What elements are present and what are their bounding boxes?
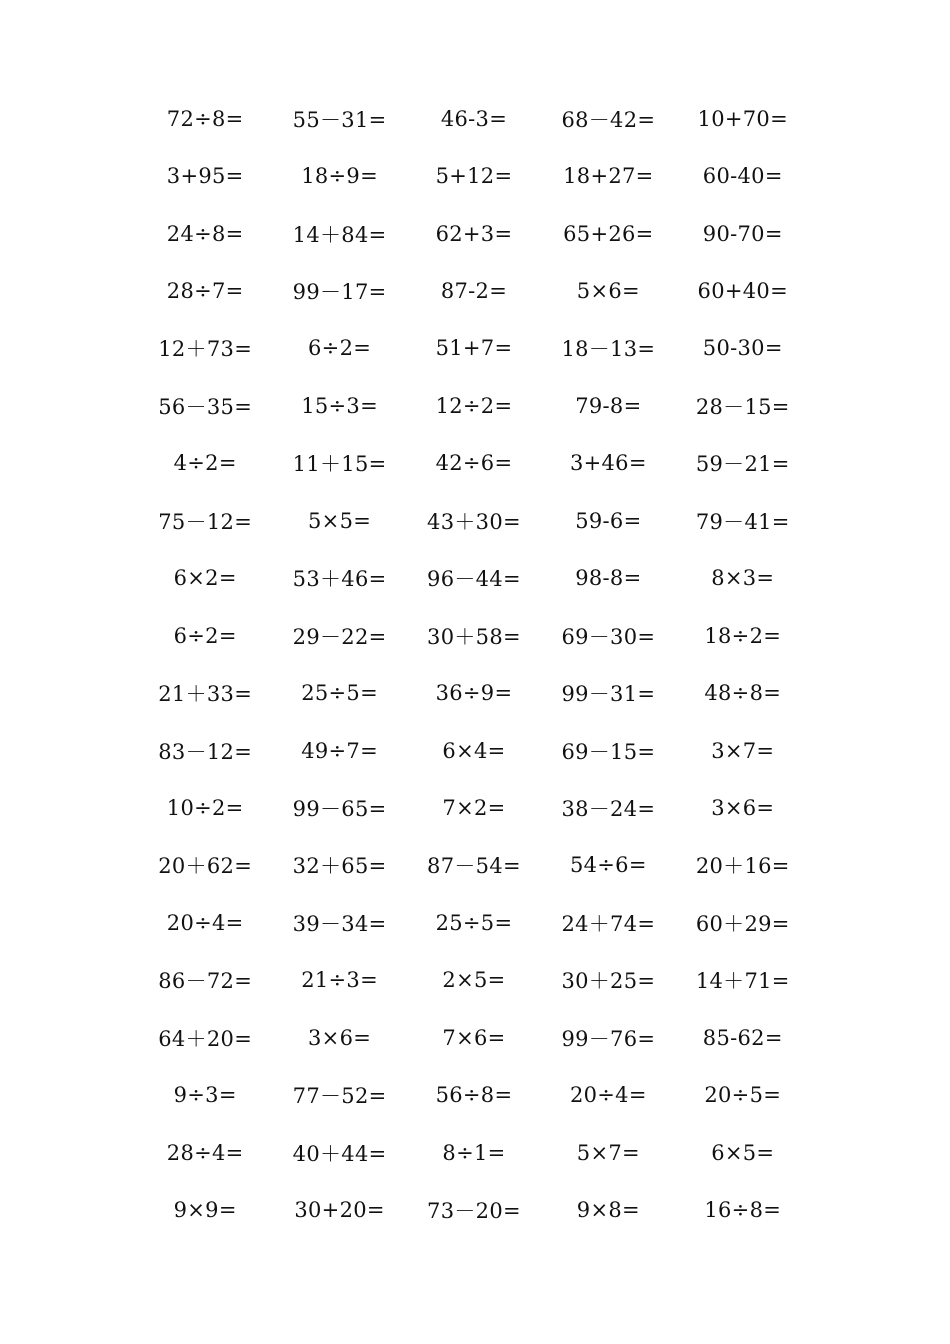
arithmetic-problem: 7×2= [442,795,506,820]
arithmetic-problem: 20÷5= [704,1083,782,1108]
arithmetic-problem: 65+26= [563,221,654,246]
arithmetic-problem: 99－65= [292,796,387,821]
arithmetic-problem: 9×8= [576,1198,640,1223]
arithmetic-problem: 6×4= [442,738,506,763]
arithmetic-problem: 39－34= [292,911,387,936]
arithmetic-problem: 8×3= [711,566,775,591]
arithmetic-problem: 16÷8= [704,1198,782,1223]
arithmetic-problem: 32＋65= [292,854,387,879]
arithmetic-problem: 7×6= [442,1025,506,1050]
arithmetic-problem: 3+95= [166,164,244,189]
arithmetic-problem: 18+27= [563,164,654,189]
arithmetic-problem: 2×5= [442,968,506,993]
arithmetic-problem: 50-30= [702,336,783,361]
arithmetic-problem: 18－13= [561,337,656,362]
arithmetic-problem: 60＋29= [695,911,790,936]
arithmetic-problem: 99－76= [561,1026,656,1051]
arithmetic-problem: 60+40= [697,279,788,304]
arithmetic-problem: 29－22= [292,624,387,649]
arithmetic-problem: 30+20= [294,1198,385,1223]
arithmetic-problem: 25÷5= [435,910,513,935]
arithmetic-problem: 6÷2= [173,623,237,648]
arithmetic-problem: 30＋58= [427,624,521,649]
arithmetic-problem: 64＋20= [158,1026,253,1051]
arithmetic-problem: 98-8= [575,566,642,591]
arithmetic-problem: 20＋62= [158,854,253,879]
arithmetic-problem: 56－35= [158,394,253,419]
arithmetic-problem: 10+70= [697,106,788,131]
arithmetic-problem: 12＋73= [158,337,253,362]
arithmetic-problem: 77－52= [292,1084,387,1109]
arithmetic-problem-grid [138,90,810,1239]
arithmetic-problem: 73－20= [427,1199,521,1224]
arithmetic-problem: 15÷3= [301,393,378,418]
arithmetic-problem: 90-70= [702,221,783,246]
arithmetic-problem: 20＋16= [695,854,790,879]
arithmetic-problem: 43＋30= [427,509,521,534]
arithmetic-problem: 20÷4= [166,910,244,935]
arithmetic-problem: 5×6= [576,279,640,304]
arithmetic-problem: 68－42= [561,107,656,132]
arithmetic-problem: 38－24= [561,796,656,821]
arithmetic-problem: 36÷9= [435,681,513,706]
arithmetic-problem: 20÷4= [569,1083,647,1108]
arithmetic-problem: 54÷6= [569,853,647,878]
arithmetic-problem: 18÷2= [704,623,782,648]
arithmetic-problem: 14＋71= [695,969,790,994]
arithmetic-problem: 24＋74= [561,911,656,936]
arithmetic-problem: 6÷2= [308,336,372,361]
arithmetic-problem: 11＋15= [292,452,387,477]
arithmetic-problem: 79－41= [695,509,790,534]
arithmetic-problem: 75－12= [158,509,253,534]
arithmetic-problem: 5+12= [435,164,513,189]
arithmetic-problem: 28－15= [695,394,790,419]
arithmetic-problem: 28÷4= [166,1140,244,1165]
arithmetic-problem: 40＋44= [292,1141,387,1166]
arithmetic-problem: 3×7= [711,738,775,763]
arithmetic-problem: 8÷1= [442,1140,506,1165]
arithmetic-problem: 28÷7= [166,279,244,304]
arithmetic-problem: 10÷2= [166,795,244,820]
arithmetic-problem: 48÷8= [704,681,782,706]
arithmetic-problem: 24÷8= [166,221,244,246]
arithmetic-problem: 6×5= [711,1140,775,1165]
arithmetic-problem: 69－30= [561,624,656,649]
arithmetic-problem: 6×2= [173,566,237,591]
arithmetic-problem: 46-3= [440,106,508,131]
arithmetic-problem: 21＋33= [158,682,253,707]
arithmetic-problem: 14＋84= [292,222,387,247]
arithmetic-problem: 12÷2= [435,393,513,418]
arithmetic-problem: 53＋46= [292,567,387,592]
arithmetic-problem: 69－15= [561,739,656,764]
arithmetic-problem: 18÷9= [301,164,378,189]
arithmetic-problem: 49÷7= [301,738,378,763]
arithmetic-problem: 25÷5= [301,681,378,706]
arithmetic-problem: 3+46= [569,451,647,476]
arithmetic-problem: 21÷3= [301,968,378,993]
arithmetic-problem: 96－44= [427,567,521,592]
arithmetic-problem: 59－21= [695,452,790,477]
arithmetic-problem: 99－17= [292,280,387,305]
arithmetic-problem: 56÷8= [435,1083,513,1108]
arithmetic-problem: 9÷3= [173,1083,237,1108]
arithmetic-problem: 60-40= [702,164,783,189]
arithmetic-problem: 55－31= [292,107,387,132]
arithmetic-problem: 4÷2= [173,451,237,476]
arithmetic-problem: 9×9= [173,1198,237,1223]
arithmetic-problem: 79-8= [575,393,642,418]
arithmetic-problem: 72÷8= [166,106,244,131]
arithmetic-problem: 86－72= [158,969,253,994]
arithmetic-problem: 51+7= [435,336,513,361]
arithmetic-problem: 30＋25= [561,969,656,994]
arithmetic-problem: 62+3= [435,221,513,246]
arithmetic-problem: 3×6= [308,1025,372,1050]
arithmetic-problem: 83－12= [158,739,253,764]
arithmetic-problem: 85-62= [702,1025,783,1050]
arithmetic-problem: 5×7= [576,1140,640,1165]
arithmetic-problem: 99－31= [561,682,656,707]
arithmetic-problem: 5×5= [308,508,372,533]
arithmetic-problem: 3×6= [711,795,775,820]
arithmetic-problem: 87-2= [440,279,508,304]
arithmetic-problem: 42÷6= [435,451,513,476]
arithmetic-problem: 59-6= [575,508,642,533]
arithmetic-problem: 87－54= [427,854,521,879]
